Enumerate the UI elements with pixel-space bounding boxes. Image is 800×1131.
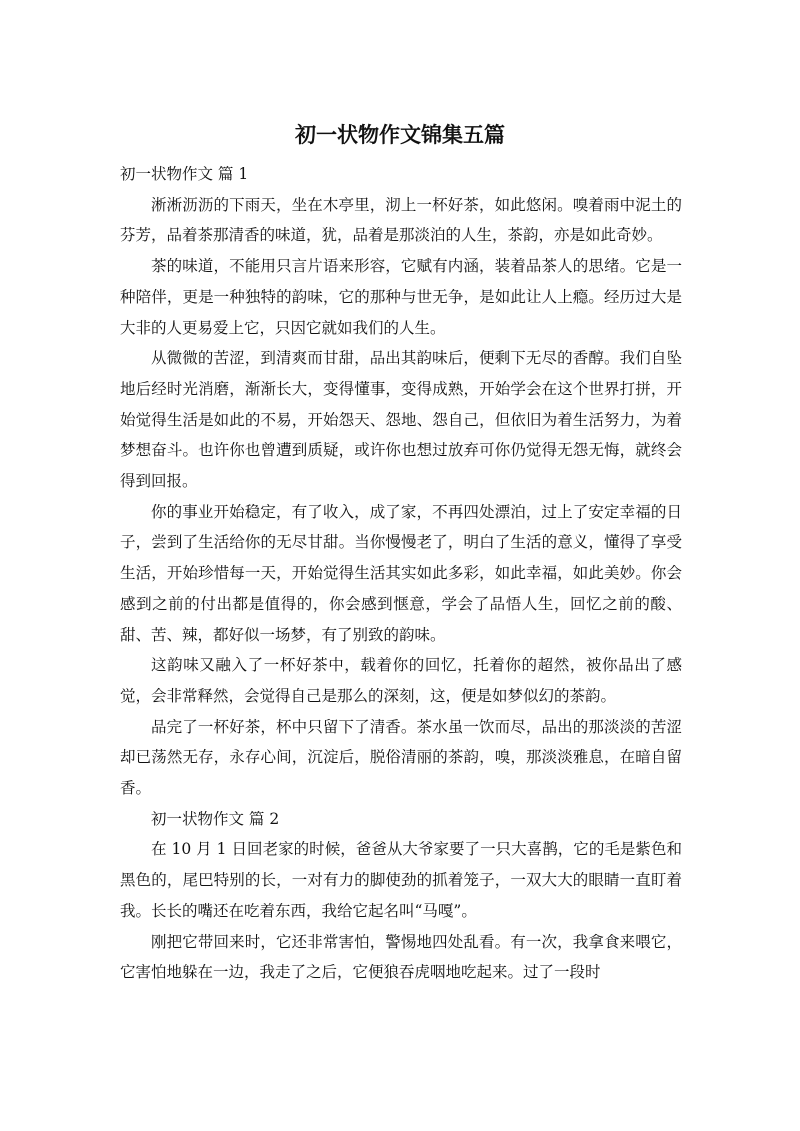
paragraph: 你的事业开始稳定，有了收入，成了家，不再四处漂泊，过上了安定幸福的日子，尝到了生活给你的无尽甘甜。当你慢慢老了，明白了生活的意义，懂得了享受生活，开始珍惜每一天，开始觉得生活其实如此多彩，如此幸福，如此美妙。你会感到之前的付出都是值得的，你会感到惬意，学会了品悟人生，回忆之前的酸、甜、苦、辣，都好似一场梦，有了别致的韵味。: [120, 502, 682, 644]
paragraph: 品完了一杯好茶，杯中只留下了清香。茶水虽一饮而尽，品出的那淡淡的苦涩却已荡然无存，永存心间，沉淀后，脱俗清丽的茶韵，嗅，那淡淡雅息，在暗自留香。: [120, 717, 682, 798]
section-heading: 初一状物作文 篇 1: [120, 165, 249, 183]
paragraph: 茶的味道，不能用只言片语来形容，它赋有内涵，装着品茶人的思绪。它是一种陪伴，更是一种独特的韵味，它的那种与世无争，是如此让人上瘾。经历过大是大非的人更易爱上它，只因它就如我们的人生。: [120, 257, 682, 337]
section-2: [120, 804, 682, 988]
section-1: [120, 159, 682, 804]
section-heading: 初一状物作文 篇 2: [151, 809, 280, 828]
document-body: [120, 159, 682, 988]
paragraph: 从微微的苦涩，到清爽而甘甜，品出其韵味后，便剩下无尽的香醇。我们自坠地后经时光消磨，渐渐长大，变得懂事，变得成熟，开始学会在这个世界打拼，开始觉得生活是如此的不易，开始怨天、怨地、怨自己，但依旧为着生活努力，为着梦想奋斗。也许你也曾遭到质疑，或许你也想过放弃可你仍觉得无怨无悔，就终会得到回报。: [120, 349, 682, 491]
document-title: 初一状物作文锦集五篇: [295, 123, 505, 147]
paragraph: 淅淅沥沥的下雨天，坐在木亭里，沏上一杯好茶，如此悠闲。嗅着雨中泥土的芬芳，品着茶那清香的味道，犹，品着是那淡泊的人生，茶韵，亦是如此奇妙。: [120, 195, 682, 245]
paragraph: 在 10 月 1 日回老家的时候，爸爸从大爷家要了一只大喜鹊，它的毛是紫色和黑色的，尾巴特别的长，一对有力的脚使劲的抓着笼子，一双大大的眼睛一直盯着我。长长的嘴还在吃着东西，我给它起名叫“马嘎”。: [120, 840, 682, 920]
paragraph: 刚把它带回来时，它还非常害怕，警惕地四处乱看。有一次，我拿食来喂它，它害怕地躲在一边，我走了之后，它便狼吞虎咽地吃起来。过了一段时: [120, 932, 682, 982]
paragraph: 这韵味又融入了一杯好茶中，载着你的回忆，托着你的超然，被你品出了感觉，会非常释然，会觉得自己是那么的深刻，这，便是如梦似幻的茶韵。: [120, 656, 682, 705]
